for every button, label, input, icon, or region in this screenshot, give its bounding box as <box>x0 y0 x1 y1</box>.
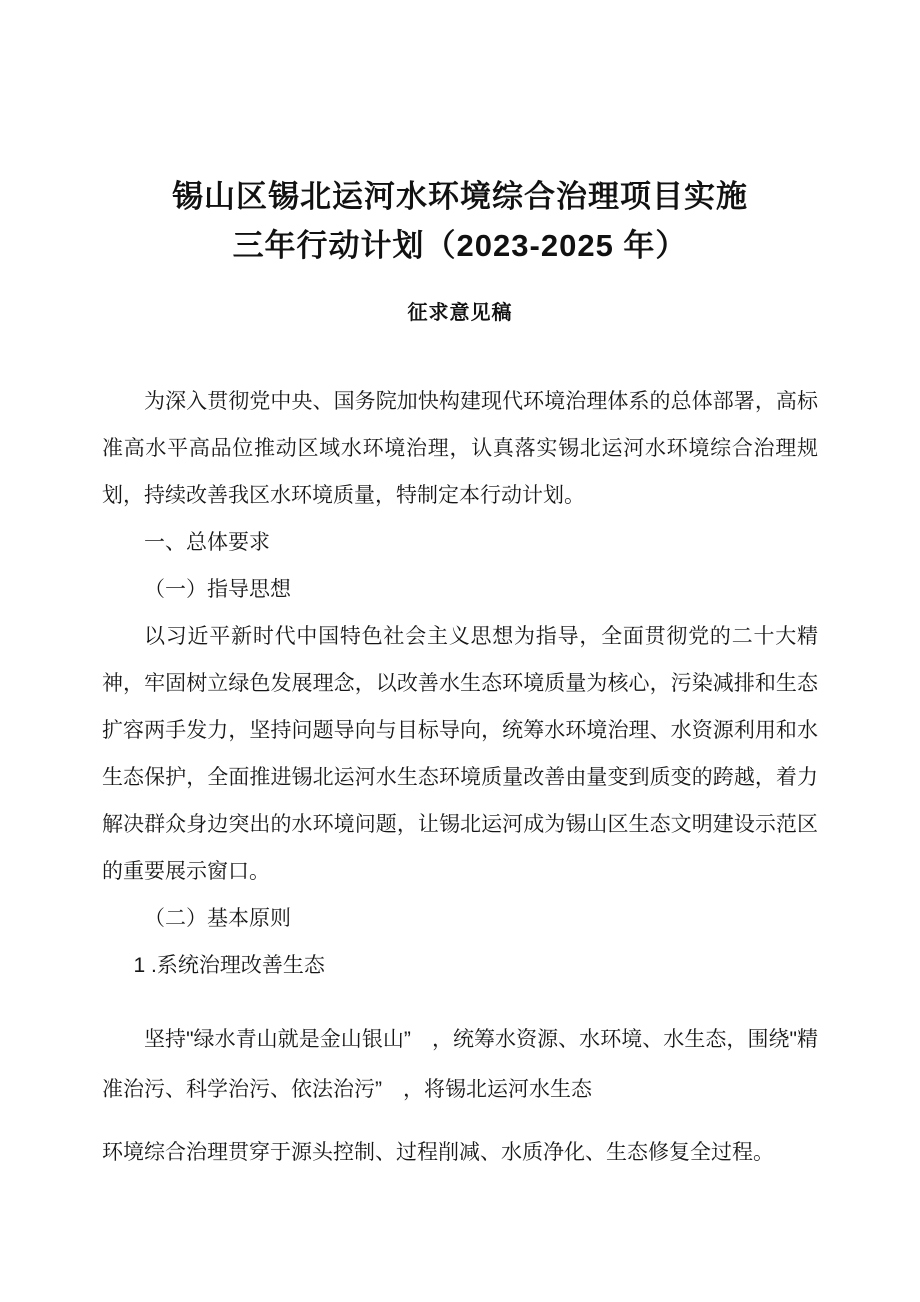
paragraph-principle-continuation: 环境综合治理贯穿于源头控制、过程削减、水质净化、生态修复全过程。 <box>102 1141 774 1164</box>
paragraph-guiding-ideology: 以习近平新时代中国特色社会主义思想为指导，全面贯彻党的二十大精神，牢固树立绿色发展理念，以改善水生态环境质量为核心，污染减排和生态扩容两手发力，坚持问题导向与目标导向，统筹水环境治理、水资源利用和水生态保护，全面推进锡北运河水生态环境质量改善由量变到质变的跨越，着力解决群众身边突出的水环境问题，让锡北运河成为锡山区生态文明建设示范区的重要展示窗口。 <box>102 625 818 883</box>
document-title <box>88 172 832 270</box>
document-title-line-2: 三年行动计划（2023-2025 年） <box>232 228 688 263</box>
heading-subsection-2: （二）基本原则 <box>144 907 291 930</box>
paragraph-intro: 为深入贯彻党中央、国务院加快构建现代环境治理体系的总体部署，高标准高水平高品位推动区域水环境治理，认真落实锡北运河水环境综合治理规划，持续改善我区水环境质量，特制定本行动计划。 <box>102 390 818 507</box>
document-title-line-1: 锡山区锡北运河水环境综合治理项目实施 <box>172 179 748 214</box>
heading-subsection-1: （一）指导思想 <box>144 578 291 601</box>
heading-section-1: 一、总体要求 <box>144 531 270 554</box>
paragraph-principle-quote: 坚持"绿水青山就是金山银山” ，统筹水资源、水环境、水生态，围绕"精准治污、科学治污、依法治污” ，将锡北运河水生态 <box>102 1028 818 1101</box>
document-subtitle: 征求意见稿 <box>407 302 513 324</box>
heading-numbered-1: 1 .系统治理改善生态 <box>133 954 325 977</box>
document-body <box>102 378 818 1176</box>
